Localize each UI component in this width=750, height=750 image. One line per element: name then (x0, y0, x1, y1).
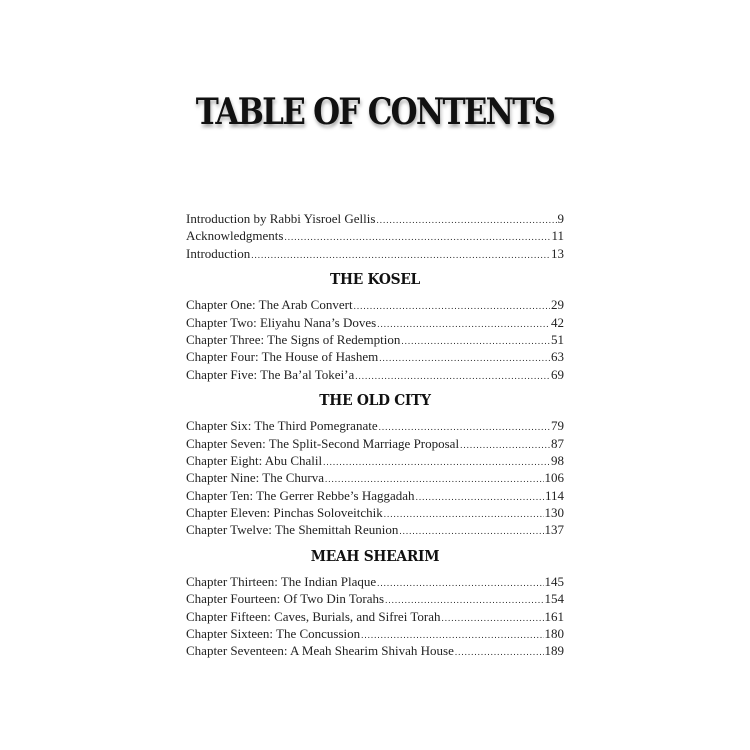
toc-entry[interactable] (186, 608, 564, 625)
dot-leader (354, 298, 550, 315)
toc-entry-page: 29 (551, 297, 564, 313)
toc-entry-title: Chapter Nine: The Churva (186, 470, 325, 486)
dot-leader (379, 350, 550, 367)
toc-entry-page: 189 (544, 643, 564, 659)
toc-entry-title: Chapter Six: The Third Pomegranate (186, 418, 378, 434)
toc-entry-page: 98 (551, 452, 564, 468)
toc-entry-title: Chapter Sixteen: The Concussion (186, 626, 361, 642)
dot-leader (323, 454, 550, 471)
toc-entry-page: 145 (544, 573, 564, 589)
dot-leader (441, 610, 543, 627)
section-entries (186, 296, 564, 383)
toc-entry[interactable] (186, 504, 564, 521)
toc-entry-title: Chapter Eleven: Pinchas Soloveitchik (186, 505, 383, 521)
dot-leader (455, 644, 544, 661)
toc-entry-page: 114 (544, 487, 564, 503)
toc-entry[interactable] (186, 314, 564, 331)
page-title: TABLE OF CONTENTS (195, 91, 555, 133)
toc-entry-title: Chapter Five: The Ba’al Tokei’a (186, 366, 355, 382)
toc-entry-title: Chapter Four: The House of Hashem (186, 349, 379, 365)
toc-entry[interactable] (186, 573, 564, 590)
toc-entry-title: Chapter Two: Eliyahu Nana’s Doves (186, 314, 377, 330)
front-matter-list (186, 210, 564, 262)
toc-entry-title: Chapter Fourteen: Of Two Din Torahs (186, 591, 385, 607)
section-entries (186, 573, 564, 660)
toc-entry-page: 180 (544, 626, 564, 642)
toc-entry-page: 154 (544, 591, 564, 607)
toc-entry[interactable] (186, 245, 564, 262)
toc-entry-page: 42 (551, 314, 564, 330)
toc-entry[interactable] (186, 366, 564, 383)
toc-entry-page: 130 (544, 505, 564, 521)
toc-entry-page: 137 (544, 522, 564, 538)
toc-entry[interactable] (186, 625, 564, 642)
toc-entry-title: Chapter One: The Arab Convert (186, 297, 353, 313)
toc-entry-title: Chapter Fifteen: Caves, Burials, and Sifrei Torah (186, 608, 441, 624)
toc-entry-title: Chapter Seventeen: A Meah Shearim Shivah House (186, 643, 454, 659)
dot-leader (384, 506, 544, 523)
toc-entry-title: Chapter Twelve: The Shemittah Reunion (186, 522, 399, 538)
section-entries (186, 417, 564, 539)
toc-entry[interactable] (186, 210, 564, 227)
toc-entry-page: 87 (551, 435, 564, 451)
toc-entry-title: Acknowledgments (186, 228, 284, 244)
toc-entry[interactable] (186, 590, 564, 607)
toc-entry-page: 11 (551, 228, 564, 244)
toc-entry-page: 51 (551, 331, 564, 347)
section-heading: THE KOSEL (330, 270, 420, 289)
toc-entry-title: Chapter Ten: The Gerrer Rebbe’s Haggadah (186, 487, 415, 503)
toc-entry[interactable] (186, 348, 564, 365)
dot-leader (460, 437, 550, 454)
dot-leader (355, 368, 550, 385)
toc-entry-title: Chapter Thirteen: The Indian Plaque (186, 573, 377, 589)
toc-entry[interactable] (186, 642, 564, 659)
dot-leader (401, 333, 550, 350)
toc-entry[interactable] (186, 417, 564, 434)
toc-entry-title: Chapter Seven: The Split-Second Marriage Proposal (186, 435, 460, 451)
toc-entry[interactable] (186, 452, 564, 469)
dot-leader (376, 212, 556, 229)
dot-leader (399, 523, 543, 540)
toc-entry-page: 9 (557, 211, 564, 226)
table-of-contents (186, 210, 564, 660)
dot-leader (416, 489, 544, 506)
toc-entry-title: Chapter Three: The Signs of Redemption (186, 331, 401, 347)
toc-entry[interactable] (186, 469, 564, 486)
dot-leader (251, 247, 550, 264)
section-heading: THE OLD CITY (319, 391, 431, 410)
toc-entry-title: Chapter Eight: Abu Chalil (186, 452, 323, 468)
toc-entry[interactable] (186, 227, 564, 244)
toc-entry[interactable] (186, 331, 564, 348)
toc-entry[interactable] (186, 435, 564, 452)
dot-leader (377, 575, 543, 592)
toc-entry-page: 13 (551, 245, 564, 261)
toc-entry-page: 63 (551, 349, 564, 365)
toc-entry-page: 106 (544, 470, 564, 486)
toc-entry-page: 161 (544, 608, 564, 624)
toc-entry-title: Introduction (186, 245, 251, 261)
dot-leader (284, 229, 550, 246)
toc-entry-page: 79 (551, 418, 564, 434)
section-heading: MEAH SHEARIM (310, 546, 440, 565)
toc-entry[interactable] (186, 296, 564, 313)
toc-entry-page: 69 (551, 366, 564, 382)
toc-entry-title: Introduction by Rabbi Yisroel Gellis (186, 211, 376, 226)
toc-entry[interactable] (186, 487, 564, 504)
dot-leader (377, 316, 550, 333)
toc-entry[interactable] (186, 521, 564, 538)
